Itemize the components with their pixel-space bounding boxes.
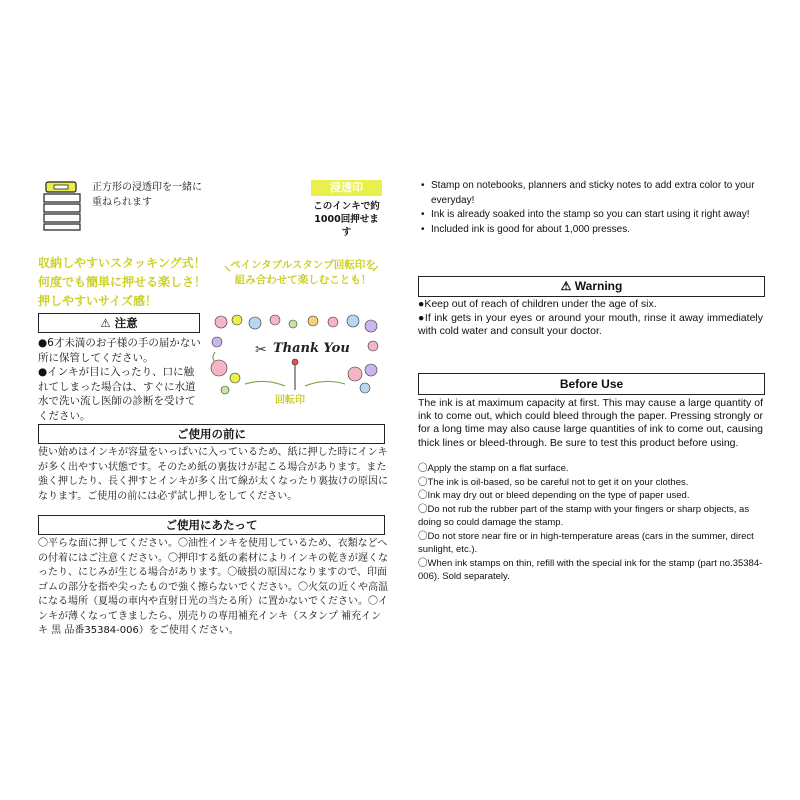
jp-before-use-text: 使い始めはインキが容量をいっぱいに入っているため、紙に押した時にインキが多く出やすい状態です。そのため紙の裏抜けが起こる場合があります。また強く押したり、長く押すとインキが多く出て線が太くなったり裏抜けの原因になります。ご使用の前には必ず試し押しをしてください。 <box>38 447 388 502</box>
warning-item: ●If ink gets in your eyes or around your mouth, rinse it away immediately with cold water and consult your doctor. <box>418 311 763 337</box>
jp-when-using-heading: ご使用にあたって <box>38 515 385 535</box>
warning-heading-label: Warning <box>574 279 623 293</box>
warning-text <box>418 298 763 339</box>
usage-item: 〇The ink is oil-based, so be careful not to get it on your clothes. <box>418 476 689 488</box>
warning-triangle-icon: ⚠ <box>100 316 111 330</box>
thank-you-stamp-image <box>205 312 385 402</box>
feature-item: • Included ink is good for about 1,000 presses. <box>419 223 779 238</box>
en-before-use-text: The ink is at maximum capacity at first. This may cause a large quantity of ink to come out, which could bleed through the paper. Pressing strongly or for a long time may also cause large quantities of ink to come out, causing thick lines or bleed-through. Be sure to test this product before using. <box>418 397 763 449</box>
press-count-note: このインキで約1000回押せます <box>313 201 380 238</box>
usage-item: 〇Ink may dry out or bleed depending on the type of paper used. <box>418 490 690 501</box>
square-stamp-text: 正方形の浸透印を一緒に重ねられます <box>92 182 202 208</box>
jp-when-using-text: 〇平らな面に押してください。〇油性インキを使用しているため、衣類などへの付着にはご注意ください。〇押印する紙の素材によりインキの乾きが遅くなったり、にじみが生じる場合があります。〇破損の原因になりますので、印面ゴムの部分を指や尖ったもので強く擦らないでください。〇火気の近くや高温になる場所（夏場の車内や直射日光の当たる所）に置かないでください。〇インキが薄くなってきましたら、別売りの専用補充インキ（スタンプ 補充インキ 黒 品番35384-006）をご使用ください。 <box>38 538 388 636</box>
feature-item: • Stamp on notebooks, planners and sticky notes to add extra color to your everyday! <box>419 179 779 208</box>
rotary-stamp-label: 回転印 <box>275 395 305 406</box>
highlight-line: 収納しやすいスタッキング式！ <box>38 256 206 270</box>
highlight-line: 何度でも簡単に押せる楽しさ！ <box>38 275 207 289</box>
caution-heading-label: 注意 <box>114 316 138 330</box>
sparkle-left-icon: ⸌ <box>224 264 231 280</box>
jp-before-use-heading: ご使用の前に <box>38 424 385 444</box>
usage-item: 〇When ink stamps on thin, refill with the special ink for the stamp (part no.35384-006). Sold separately. <box>418 557 763 582</box>
paintable-stamp-text: ペインタブルスタンプ回転印を組み合わせて楽しむことも！ <box>230 259 376 286</box>
scissors-icon: ✂ <box>255 342 267 358</box>
usage-item: 〇Do not rub the rubber part of the stamp with your fingers or sharp objects, as doing so could damage the stamp. <box>418 503 750 528</box>
warning-heading <box>418 276 765 297</box>
thank-you-text: Thank You <box>273 341 350 356</box>
en-before-use-heading: Before Use <box>418 373 765 395</box>
en-usage-list <box>418 462 763 584</box>
sparkle-right-icon: ⸍ <box>372 264 379 280</box>
stacked-stamps-icon <box>40 180 84 232</box>
feature-list <box>419 179 779 237</box>
warning-item: ●Keep out of reach of children under the age of six. <box>418 298 657 310</box>
highlight-line: 押しやすいサイズ感！ <box>38 294 158 308</box>
warning-triangle-icon: ⚠ <box>560 279 572 293</box>
usage-item: 〇Apply the stamp on a flat surface. <box>418 463 569 474</box>
feature-highlights <box>38 254 228 311</box>
caution-heading <box>38 313 200 333</box>
caution-item: ●6才未満のお子様の手の届かない所に保管してください。 <box>38 337 201 364</box>
penetration-stamp-badge: 浸透印 <box>311 180 382 196</box>
feature-item: • Ink is already soaked into the stamp so you can start using it right away! <box>419 208 779 223</box>
usage-item: 〇Do not store near fire or in high-temperature areas (cars in the summer, direct sunlight, etc.). <box>418 530 754 555</box>
caution-text <box>38 336 202 423</box>
caution-item: ●インキが目に入ったり、口に触れてしまった場合は、すぐに水道水で洗い流し医師の診断を受けてください。 <box>38 366 196 422</box>
